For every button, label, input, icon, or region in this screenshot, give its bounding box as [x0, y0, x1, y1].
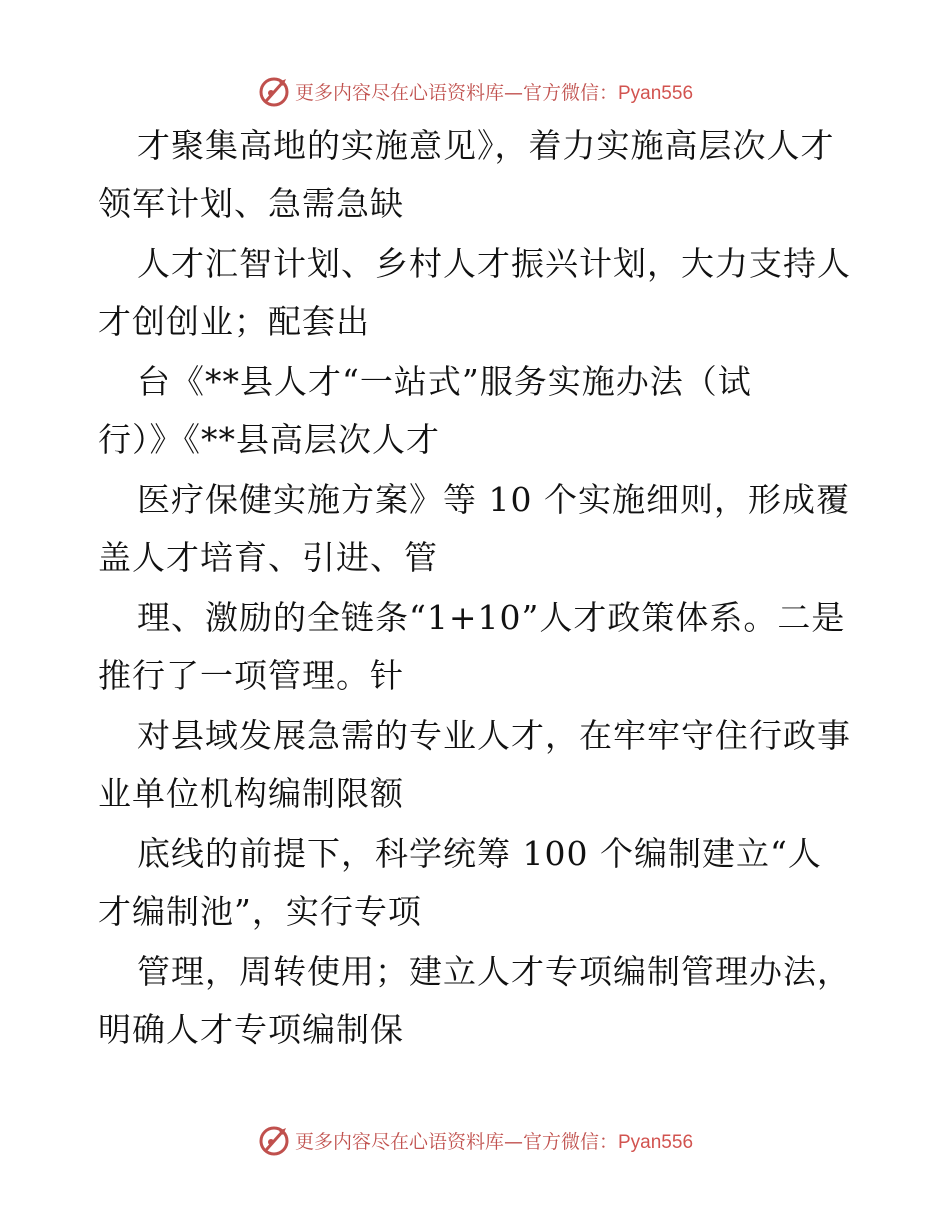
- text-line: 领军计划、急需急缺: [98, 184, 404, 223]
- footer-watermark: [0, 1120, 950, 1160]
- watermark-wechat-id: Pyan556: [618, 1131, 694, 1153]
- text-line: 明确人才专项编制保: [98, 1010, 404, 1049]
- text-line: 才编制池”，实行专项: [98, 892, 422, 931]
- text-line: 行）》《**县高层次人才: [98, 420, 440, 459]
- text-line: 台《**县人才“一站式”服务实施办法（试: [137, 362, 752, 401]
- watermark-site-text: 更多内容尽在心语资料库: [294, 81, 504, 104]
- text-line: 理、激励的全链条“1+10”人才政策体系。二是: [137, 598, 846, 637]
- text-line: 对县域发展急需的专业人才，在牢牢守住行政事: [137, 716, 851, 755]
- text-line: 才创创业；配套出: [98, 302, 370, 341]
- watermark-site-text: 更多内容尽在心语资料库: [294, 1130, 504, 1153]
- watermark-separator: —: [503, 1130, 523, 1153]
- text-line: 业单位机构编制限额: [98, 774, 404, 813]
- text-line: 盖人才培育、引进、管: [98, 538, 438, 577]
- watermark-text: [295, 78, 693, 105]
- text-line: 人才汇智计划、乡村人才振兴计划，大力支持人: [137, 244, 851, 283]
- text-line: 推行了一项管理。针: [98, 656, 404, 695]
- text-line: 医疗保健实施方案》等 10 个实施细则，形成覆: [137, 480, 850, 519]
- text-line: 底线的前提下，科学统筹 100 个编制建立“人: [137, 834, 822, 873]
- watermark-wechat-label: 官方微信：: [522, 81, 618, 104]
- header-watermark: [0, 71, 950, 111]
- logo-icon: [257, 74, 291, 108]
- text-line: 管理，周转使用；建立人才专项编制管理办法，: [137, 952, 851, 991]
- text-line: 才聚集高地的实施意见》，着力实施高层次人才: [137, 126, 835, 165]
- watermark-separator: —: [503, 81, 523, 104]
- logo-icon: [257, 1123, 291, 1157]
- watermark-wechat-id: Pyan556: [618, 82, 694, 104]
- watermark-text: [295, 1127, 693, 1154]
- watermark-wechat-label: 官方微信：: [522, 1130, 618, 1153]
